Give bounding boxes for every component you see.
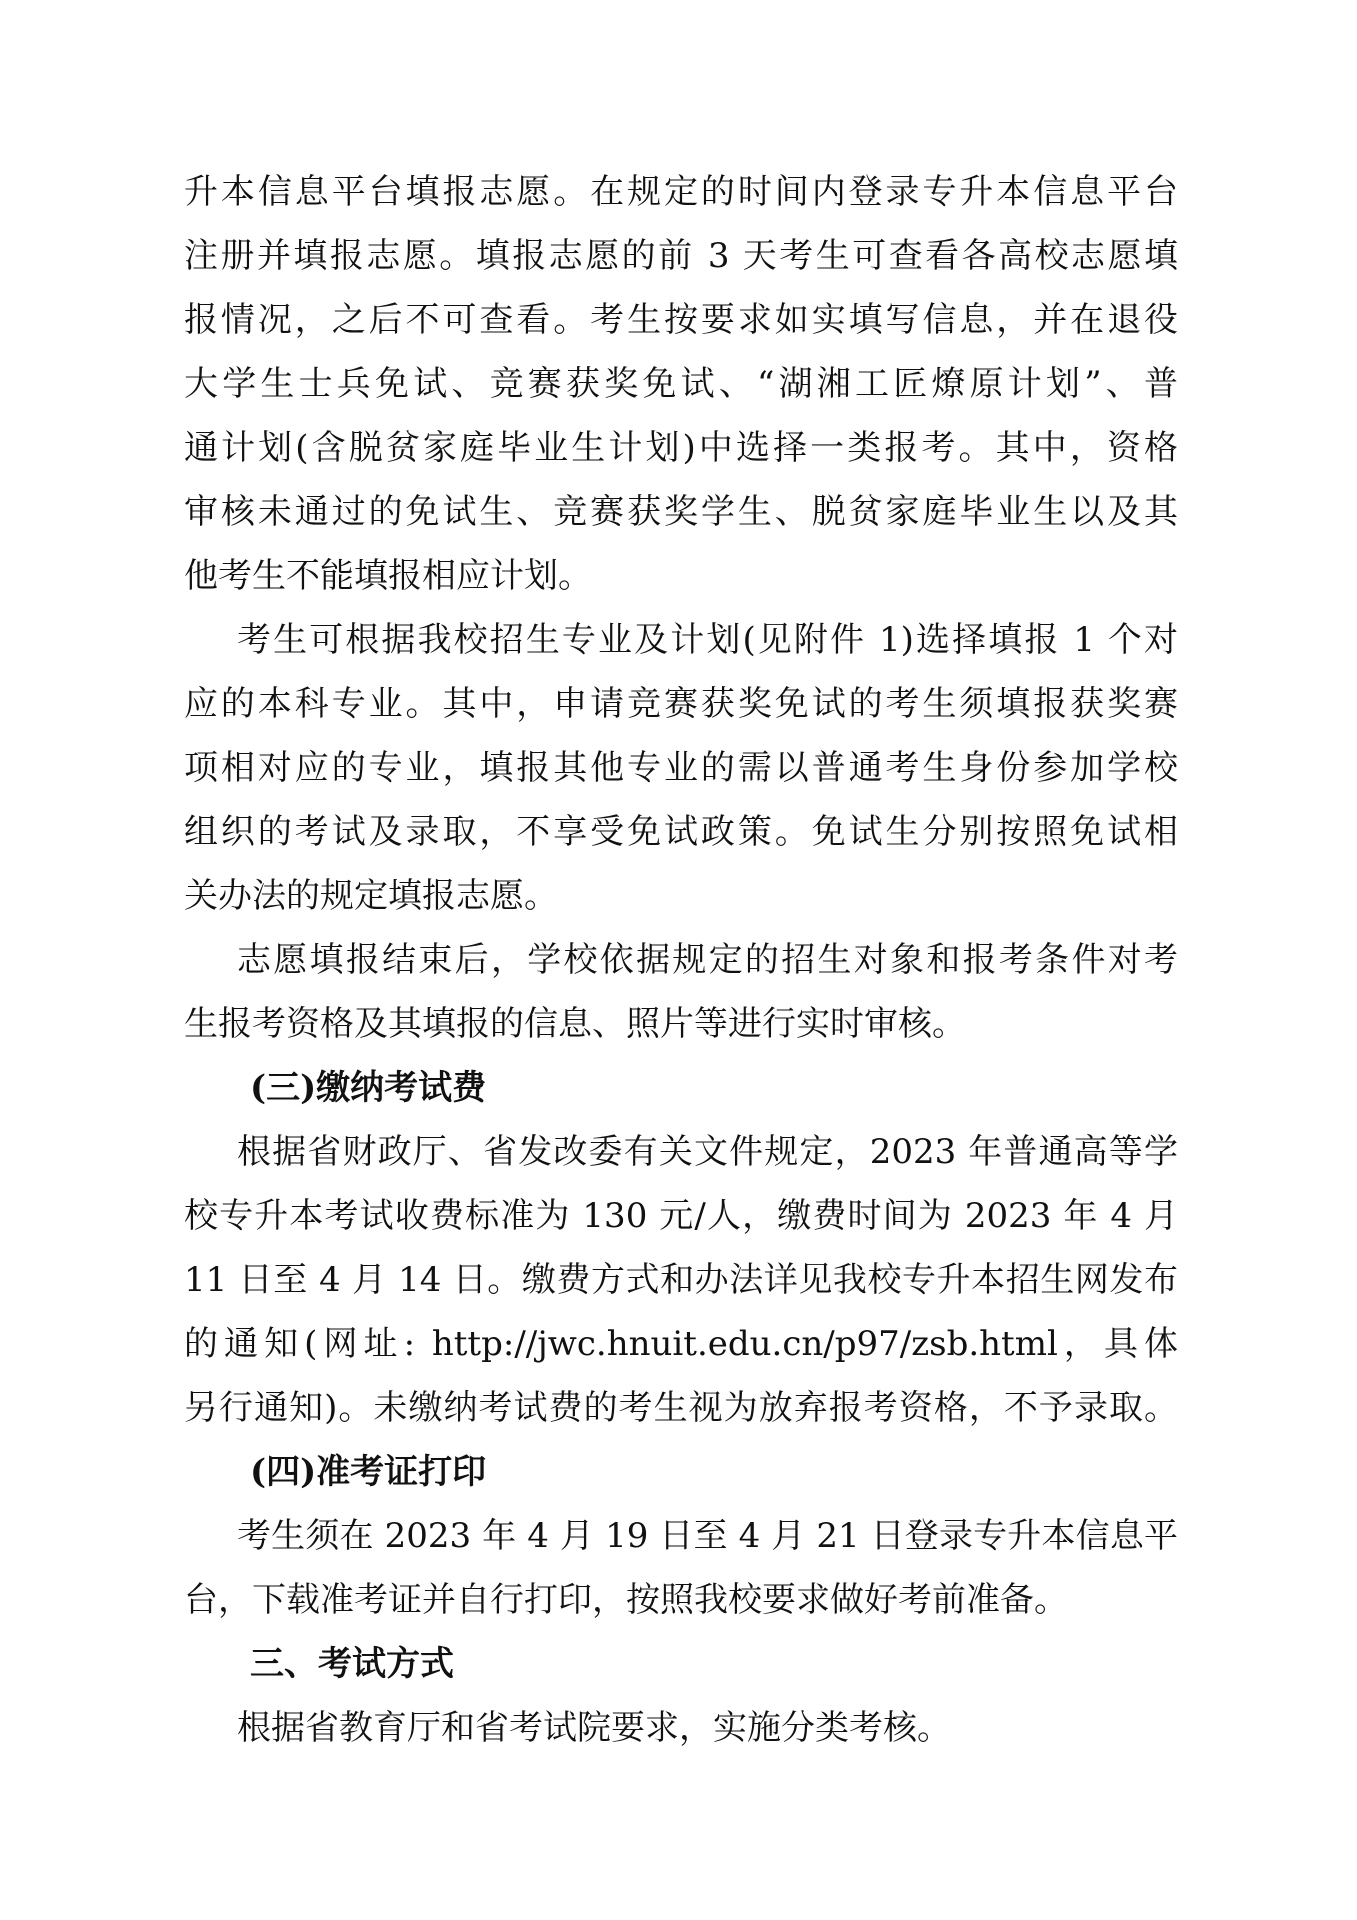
- body-text-line: 台，下载准考证并自行打印，按照我校要求做好考前准备。: [184, 1580, 1068, 1620]
- body-text-line: 考生可根据我校招生专业及计划(见附件 1)选择填报 1 个对: [237, 620, 1178, 660]
- body-text-line: 的通知(网址: http://jwc.hnuit.edu.cn/p97/zsb.html，具体: [184, 1324, 1178, 1364]
- section-heading-fee: (三)缴纳考试费: [250, 1068, 487, 1108]
- body-text-line: 升本信息平台填报志愿。在规定的时间内登录专升本信息平台: [184, 172, 1178, 212]
- body-text-line: 应的本科专业。其中，申请竞赛获奖免试的考生须填报获奖赛: [184, 684, 1178, 724]
- body-text-line: 另行通知)。未缴纳考试费的考生视为放弃报考资格，不予录取。: [184, 1388, 1178, 1428]
- body-text-line: 报情况，之后不可查看。考生按要求如实填写信息，并在退役: [184, 300, 1178, 340]
- section-heading-exam-method: 三、考试方式: [250, 1644, 454, 1684]
- body-text-line: 根据省财政厅、省发改委有关文件规定，2023 年普通高等学: [237, 1132, 1178, 1172]
- body-text-line: 关办法的规定填报志愿。: [184, 876, 558, 916]
- body-text-line: 大学生士兵免试、竞赛获奖免试、“湖湘工匠燎原计划”、普: [184, 364, 1178, 404]
- body-text-line: 11 日至 4 月 14 日。缴费方式和办法详见我校专升本招生网发布: [184, 1260, 1178, 1300]
- body-text-line: 校专升本考试收费标准为 130 元/人，缴费时间为 2023 年 4 月: [184, 1196, 1178, 1236]
- body-text-line: 注册并填报志愿。填报志愿的前 3 天考生可查看各高校志愿填: [184, 236, 1178, 276]
- body-text-line: 根据省教育厅和省考试院要求，实施分类考核。: [237, 1708, 951, 1748]
- body-text-line: 通计划(含脱贫家庭毕业生计划)中选择一类报考。其中，资格: [184, 428, 1178, 468]
- body-text-line: 组织的考试及录取，不享受免试政策。免试生分别按照免试相: [184, 812, 1178, 852]
- body-text-line: 考生须在 2023 年 4 月 19 日至 4 月 21 日登录专升本信息平: [237, 1516, 1178, 1556]
- body-text-line: 志愿填报结束后，学校依据规定的招生对象和报考条件对考: [237, 940, 1178, 980]
- body-text-line: 项相对应的专业，填报其他专业的需以普通考生身份参加学校: [184, 748, 1178, 788]
- section-heading-admission-ticket: (四)准考证打印: [250, 1452, 487, 1492]
- body-text-line: 生报考资格及其填报的信息、照片等进行实时审核。: [184, 1004, 966, 1044]
- body-text-line: 他考生不能填报相应计划。: [184, 556, 592, 596]
- body-text-line: 审核未通过的免试生、竞赛获奖学生、脱贫家庭毕业生以及其: [184, 492, 1178, 532]
